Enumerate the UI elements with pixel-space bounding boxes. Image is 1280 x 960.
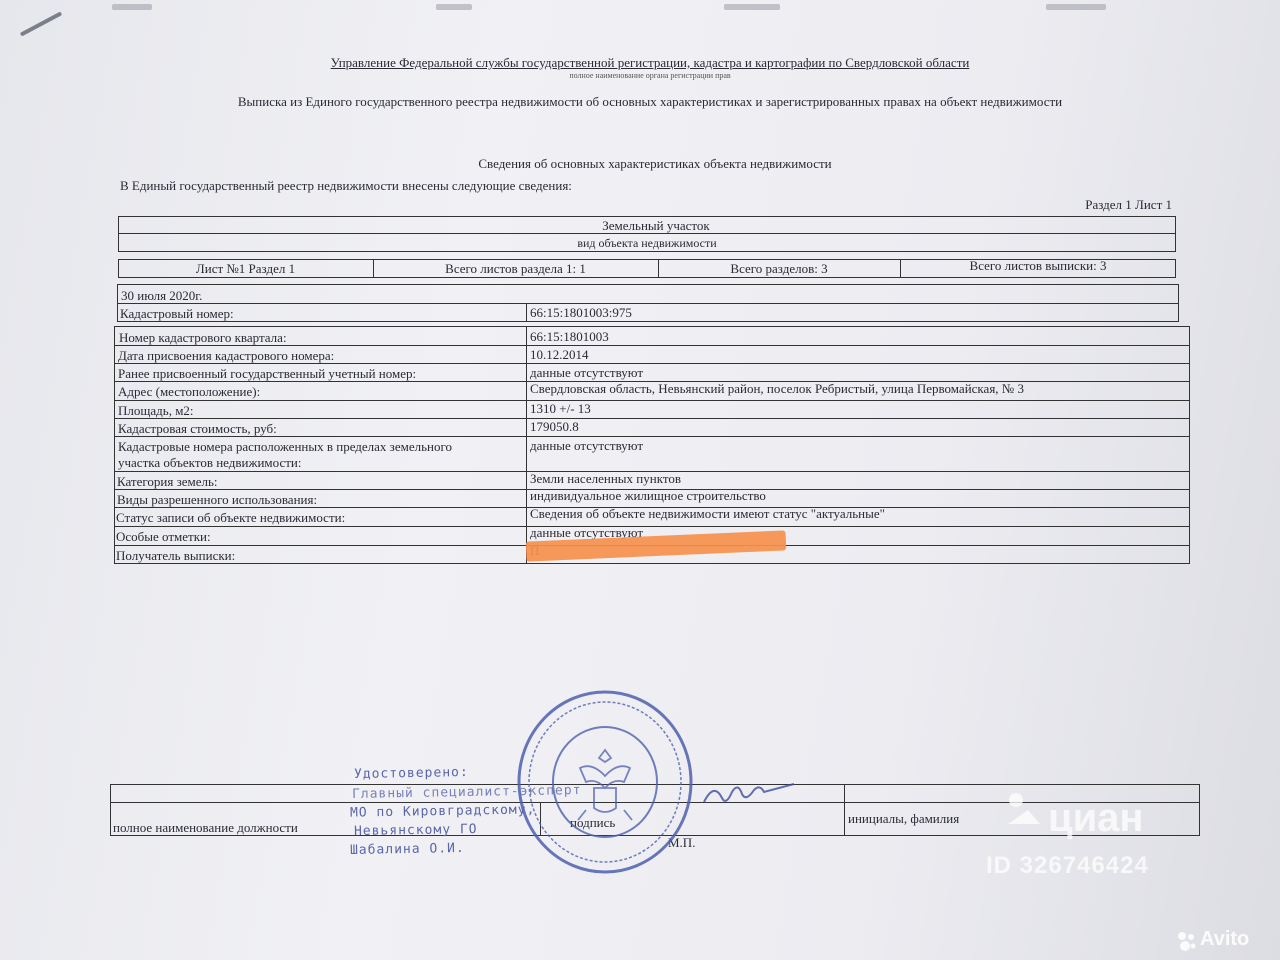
row-value: 66:15:1801003 (530, 329, 609, 344)
row-label: Особые отметки: (116, 529, 211, 544)
row-label: Категория земель: (117, 474, 218, 489)
row-value: данные отсутствуют (530, 365, 644, 380)
edge-smudge (724, 4, 780, 10)
edge-smudge (112, 4, 152, 10)
extract-date: 30 июля 2020г. (121, 288, 203, 303)
stamp-line: Невьянскому ГО (353, 821, 478, 840)
signature-caption: подпись (570, 815, 616, 830)
row-value: данные отсутствуют (530, 525, 644, 540)
cian-id-watermark: ID 326746424 (986, 852, 1149, 879)
cian-watermark: циан (1048, 796, 1144, 840)
row-label: Статус записи об объекте недвижимости: (116, 510, 346, 525)
edge-smudge (1046, 4, 1106, 10)
row-label: Ранее присвоенный государственный учетный номер: (118, 366, 417, 381)
row-label-continued: участка объектов недвижимости: (118, 455, 302, 470)
row-value: 1310 +/- 13 (530, 401, 591, 416)
row-label: Площадь, м2: (118, 403, 194, 418)
row-value: Земли населенных пунктов (530, 471, 681, 486)
row-value: Свердловская область, Невьянский район, поселок Ребристый, улица Первомайская, № 3 (530, 381, 1024, 396)
authority-name: Управление Федеральной службы государственной регистрации, кадастра и картографии по Свердловской области (330, 55, 970, 70)
row-label: Кадастровые номера расположенных в пределах земельного (118, 439, 452, 454)
row-label: Виды разрешенного использования: (117, 492, 318, 507)
object-type: Земельный участок (602, 218, 710, 233)
official-seal (514, 688, 696, 876)
sheet-reference: Раздел 1 Лист 1 (1085, 197, 1172, 212)
row-value: 179050.8 (530, 419, 579, 434)
avito-watermark: Avito (1200, 928, 1250, 950)
signature-scribble (700, 780, 810, 810)
row-value: Сведения об объекте недвижимости имеют статус "актуальные" (530, 506, 885, 521)
sheets-in-section: Всего листов раздела 1: 1 (445, 261, 586, 276)
name-caption: инициалы, фамилия (848, 811, 960, 826)
row-label: Получатель выписки: (116, 548, 236, 563)
sheet-number: Лист №1 Раздел 1 (195, 261, 296, 276)
section-title: Сведения об основных характеристиках объекта недвижимости (478, 156, 832, 171)
row-value: данные отсутствуют (530, 438, 644, 453)
row-label: Дата присвоения кадастрового номера: (118, 348, 335, 363)
seal-place-caption: М.П. (668, 835, 696, 850)
cadastral-number-value: 66:15:1801003:975 (530, 305, 632, 320)
total-sections: Всего разделов: 3 (730, 261, 828, 276)
avito-logo-icon (1176, 930, 1198, 952)
stamp-line: Удостоверено: (353, 764, 469, 783)
stamp-line: МО по Кировградскому, (349, 802, 536, 821)
row-label: Номер кадастрового квартала: (119, 330, 287, 345)
section-intro: В Единый государственный реестр недвижимости внесены следующие сведения: (120, 178, 572, 193)
stamp-line: Главный специалист-эксперт (351, 782, 582, 803)
document-title: Выписка из Единого государственного реестра недвижимости об основных характеристиках и зарегистрированных правах на объект недвижимости (237, 94, 1063, 109)
total-sheets: Всего листов выписки: 3 (969, 258, 1107, 273)
stamp-line: Шабалина О.И. (349, 840, 465, 859)
authority-caption: полное наименование органа регистрации прав (569, 71, 731, 80)
cian-logo-icon (1004, 790, 1044, 828)
edge-smudge (436, 4, 472, 10)
object-type-caption: вид объекта недвижимости (577, 236, 717, 250)
row-label: Адрес (местоположение): (118, 384, 261, 399)
row-value: индивидуальное жилищное строительство (530, 488, 766, 503)
pen-mark (20, 11, 62, 36)
cadastral-number-label: Кадастровый номер: (120, 306, 234, 321)
position-caption: полное наименование должности (113, 820, 298, 835)
row-label: Кадастровая стоимость, руб: (118, 421, 277, 436)
row-value: 10.12.2014 (530, 347, 589, 362)
